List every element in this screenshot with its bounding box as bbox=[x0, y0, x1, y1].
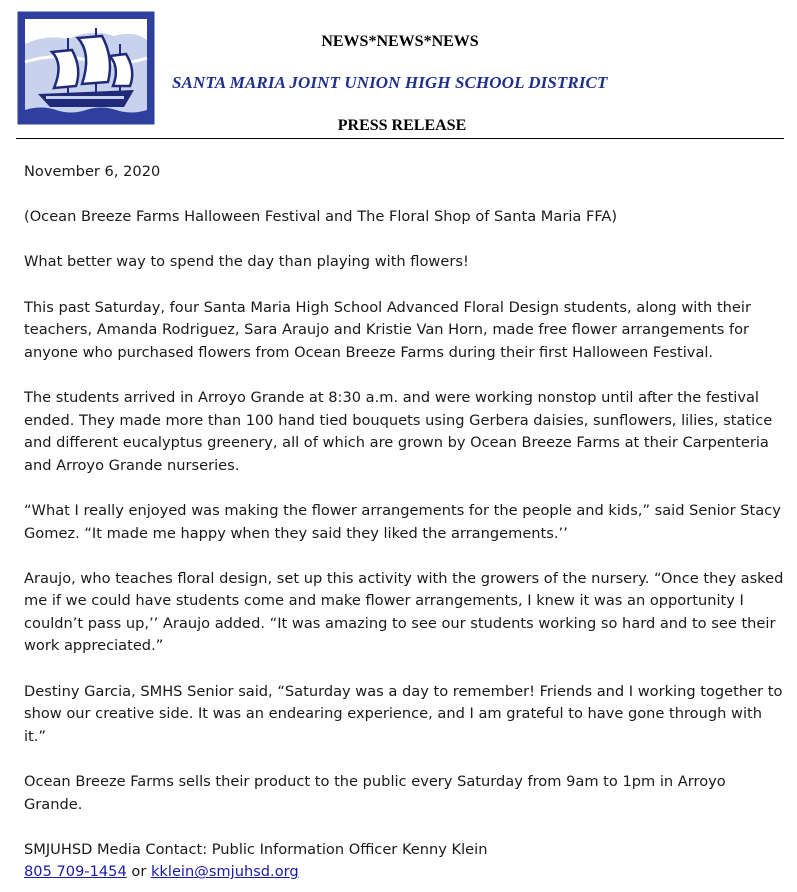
phone-link[interactable]: 805 709-1454 bbox=[24, 863, 127, 881]
district-logo bbox=[16, 10, 156, 126]
contact-links bbox=[24, 861, 784, 884]
media-contact bbox=[24, 839, 784, 884]
paragraph-4: Araujo, who teaches floral design, set up this activity with the growers of the nursery. “Once they asked me if we could have students come and make flower arrangements, I knew it was an opportunity I couldn’t pass up,’’ Araujo added. “It was amazing to see our students working so hard and to see their work appreciated.” bbox=[24, 569, 784, 655]
paragraph-2: The students arrived in Arroyo Grande at 8:30 a.m. and were working nonstop until after the festival ended. They made more than 100 hand tied bouquets using Gerbera daisies, sunflowers, lilies, statice and different eucalyptus greenery, all of which are grown by Ocean Breeze Farms at their Carpenteria and Arroyo Grande nurseries. bbox=[24, 388, 773, 474]
contact-or: or bbox=[126, 863, 151, 881]
paragraph-6: Ocean Breeze Farms sells their product to the public every Saturday from 9am to 1pm in Arroyo Grande. bbox=[24, 773, 726, 813]
paragraph-5: Destiny Garcia, SMHS Senior said, “Saturday was a day to remember! Friends and I working together to show our creative side. It was an endearing experience, and I am grateful to have gone through with it.” bbox=[24, 682, 783, 745]
lead-paragraph: What better way to spend the day than playing with flowers! bbox=[24, 253, 469, 271]
district-name: SANTA MARIA JOINT UNION HIGH SCHOOL DISTRICT bbox=[172, 73, 608, 92]
press-release-heading: PRESS RELEASE bbox=[337, 117, 467, 134]
media-contact-line: SMJUHSD Media Contact: Public Information Officer Kenny Klein bbox=[24, 840, 488, 858]
paragraph-3: “What I really enjoyed was making the flower arrangements for the people and kids,” said Senior Stacy Gomez. “It made me happy when they said they liked the arrangements.’’ bbox=[24, 501, 781, 542]
paragraph-1: This past Saturday, four Santa Maria High School Advanced Floral Design students, along with their teachers, Amanda Rodriguez, Sara Araujo and Kristie Van Horn, made free flower arrangements for anyone who purchased flowers from Ocean Breeze Farms during their first Halloween Festival. bbox=[24, 298, 751, 361]
header-divider bbox=[16, 138, 784, 139]
release-subject: (Ocean Breeze Farms Halloween Festival and The Floral Shop of Santa Maria FFA) bbox=[24, 208, 618, 226]
sailing-ship-icon bbox=[16, 10, 156, 126]
news-heading: NEWS*NEWS*NEWS bbox=[321, 33, 479, 50]
article-body bbox=[24, 161, 784, 884]
email-link[interactable]: kklein@smjuhsd.org bbox=[150, 863, 299, 881]
release-date: November 6, 2020 bbox=[24, 163, 161, 180]
